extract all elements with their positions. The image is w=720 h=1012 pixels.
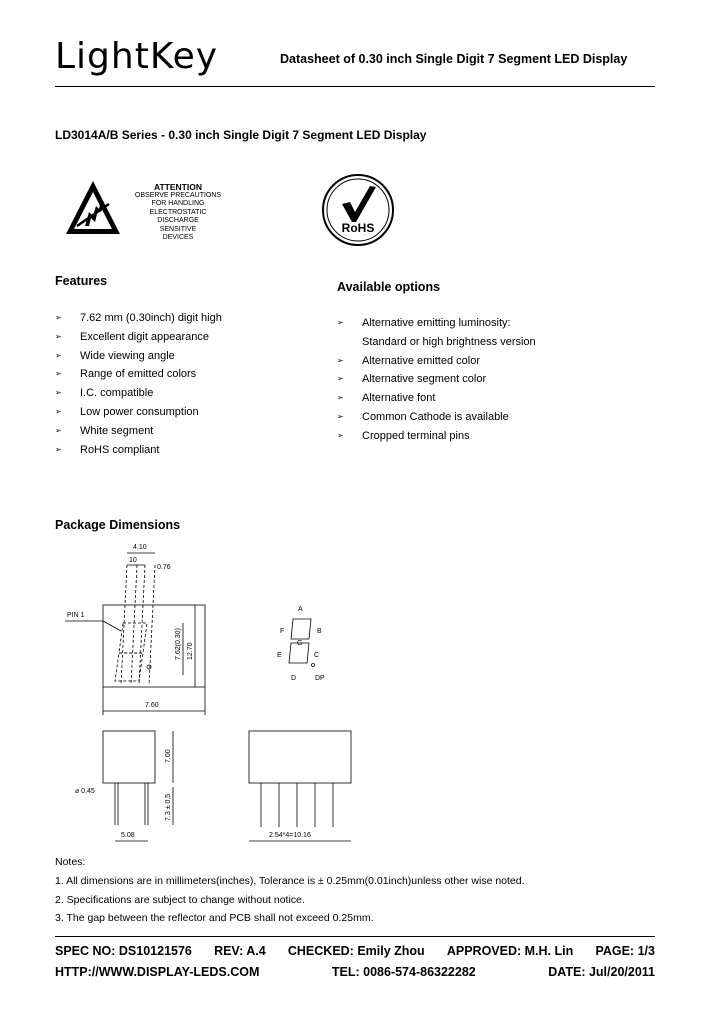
arrow-bullet-icon: ➢	[55, 425, 62, 435]
dim-digit-height: 7.62(0.30)	[175, 628, 182, 660]
dim-pin-offset: 0.76	[157, 564, 171, 571]
date: DATE: Jul/20/2011	[548, 965, 655, 979]
website-link[interactable]: HTTP://WWW.DISPLAY-LEDS.COM	[55, 965, 260, 979]
options-list	[337, 314, 637, 446]
notes-heading: Notes:	[55, 856, 86, 868]
arrow-bullet-icon: ➢	[55, 331, 62, 341]
company-logo: LightKey	[55, 36, 219, 77]
attention-line: ELECTROSTATIC	[149, 208, 207, 216]
list-item: ➢ Alternative emitted color	[337, 352, 637, 371]
attention-line: DEVICES	[162, 234, 194, 242]
footer-row-2	[55, 965, 655, 979]
revision: REV: A.4	[214, 944, 266, 958]
list-item: ➢ Wide viewing angle	[55, 347, 315, 366]
arrow-bullet-icon: ➢	[55, 350, 62, 360]
segment-label: DP	[315, 675, 325, 682]
arrow-bullet-icon: ➢	[55, 388, 62, 398]
segment-label: B	[317, 628, 322, 635]
list-item: ➢ Range of emitted colors	[55, 365, 315, 384]
list-item: ➢ Low power consumption	[55, 403, 315, 422]
segment-label: A	[298, 606, 303, 613]
list-item: ➢ Alternative emitting luminosity:	[337, 314, 637, 333]
features-heading: Features	[55, 274, 108, 288]
attention-title: ATTENTION	[153, 182, 202, 192]
pin1-label: PIN 1	[67, 612, 85, 619]
package-heading: Package Dimensions	[55, 518, 181, 532]
arrow-bullet-icon: ➢	[55, 406, 62, 416]
segment-label: G	[297, 640, 303, 647]
segment-label: E	[277, 652, 282, 659]
series-title: LD3014A/B Series - 0.30 inch Single Digit 7 Segment LED Display	[55, 128, 427, 142]
dim-pin-gap: 10	[129, 557, 137, 564]
list-item: ➢ Cropped terminal pins	[337, 427, 637, 446]
segment-label: D	[291, 675, 297, 682]
list-item: ➢ Alternative font	[337, 389, 637, 408]
dim-top-width: 4.10	[133, 544, 147, 551]
footer-row-1	[55, 944, 655, 958]
dim-side-height: 7.00	[165, 749, 172, 763]
checked-by: CHECKED: Emily Zhou	[287, 944, 425, 958]
arrow-bullet-icon: ➢	[55, 444, 62, 454]
telephone: TEL: 0086-574-86322282	[331, 965, 476, 979]
spec-number: SPEC NO: DS10121576	[55, 944, 192, 958]
attention-line: FOR HANDLING	[151, 200, 205, 208]
approved-by: APPROVED: M.H. Lin	[446, 944, 574, 958]
arrow-bullet-icon: ➢	[337, 318, 344, 327]
list-item: ➢ White segment	[55, 422, 315, 441]
list-item: ➢ Excellent digit appearance	[55, 328, 315, 347]
rohs-label: RoHS	[341, 221, 375, 235]
esd-warning-icon	[63, 178, 123, 238]
note-item: 2. Specifications are subject to change without notice.	[55, 894, 305, 906]
dim-pitch-total: 2.54*4=10.16	[269, 832, 311, 839]
arrow-bullet-icon: ➢	[337, 355, 344, 365]
dim-pin-dia: ⌀ 0.45	[75, 788, 95, 795]
segment-label: F	[280, 628, 285, 635]
list-item: ➢ I.C. compatible	[55, 384, 315, 403]
arrow-bullet-icon: ➢	[337, 393, 344, 403]
list-item: ➢ 7.62 mm (0.30inch) digit high	[55, 309, 315, 328]
document-title: Datasheet of 0.30 inch Single Digit 7 Segment LED Display	[280, 52, 628, 66]
attention-notice	[128, 182, 228, 242]
options-heading: Available options	[337, 280, 441, 294]
segment-label: C	[314, 652, 320, 659]
list-item: ➢ Alternative segment color	[337, 370, 637, 389]
attention-line: DISCHARGE	[157, 217, 199, 225]
dim-body-height: 12.70	[187, 642, 194, 660]
rohs-logo	[320, 172, 396, 248]
arrow-bullet-icon: ➢	[55, 369, 62, 379]
attention-line: OBSERVE PRECAUTIONS	[134, 192, 222, 199]
arrow-bullet-icon: ➢	[337, 430, 344, 440]
list-item: ➢ Common Cathode is available	[337, 408, 637, 427]
dim-pin-spacing: 5.08	[121, 832, 135, 839]
dim-body-width: 7.60	[145, 702, 159, 709]
header-divider	[55, 86, 655, 87]
page-number: PAGE: 1/3	[595, 944, 655, 958]
list-item: ➢ RoHS compliant	[55, 441, 315, 460]
package-drawing	[55, 535, 375, 855]
arrow-bullet-icon: ➢	[55, 313, 62, 322]
attention-line: SENSITIVE	[159, 225, 197, 233]
note-item: 3. The gap between the reflector and PCB shall not exceed 0.25mm.	[55, 912, 374, 924]
note-item: 1. All dimensions are in millimeters(inches), Tolerance is ± 0.25mm(0.01inch)unless other wise noted.	[55, 875, 525, 887]
arrow-bullet-icon: ➢	[337, 411, 344, 421]
arrow-bullet-icon: ➢	[337, 374, 344, 384]
dim-pin-length: 7.3 ± 0.5	[165, 793, 172, 821]
footer-divider	[55, 936, 655, 937]
features-list	[55, 309, 315, 459]
list-item: Standard or high brightness version	[362, 335, 536, 348]
